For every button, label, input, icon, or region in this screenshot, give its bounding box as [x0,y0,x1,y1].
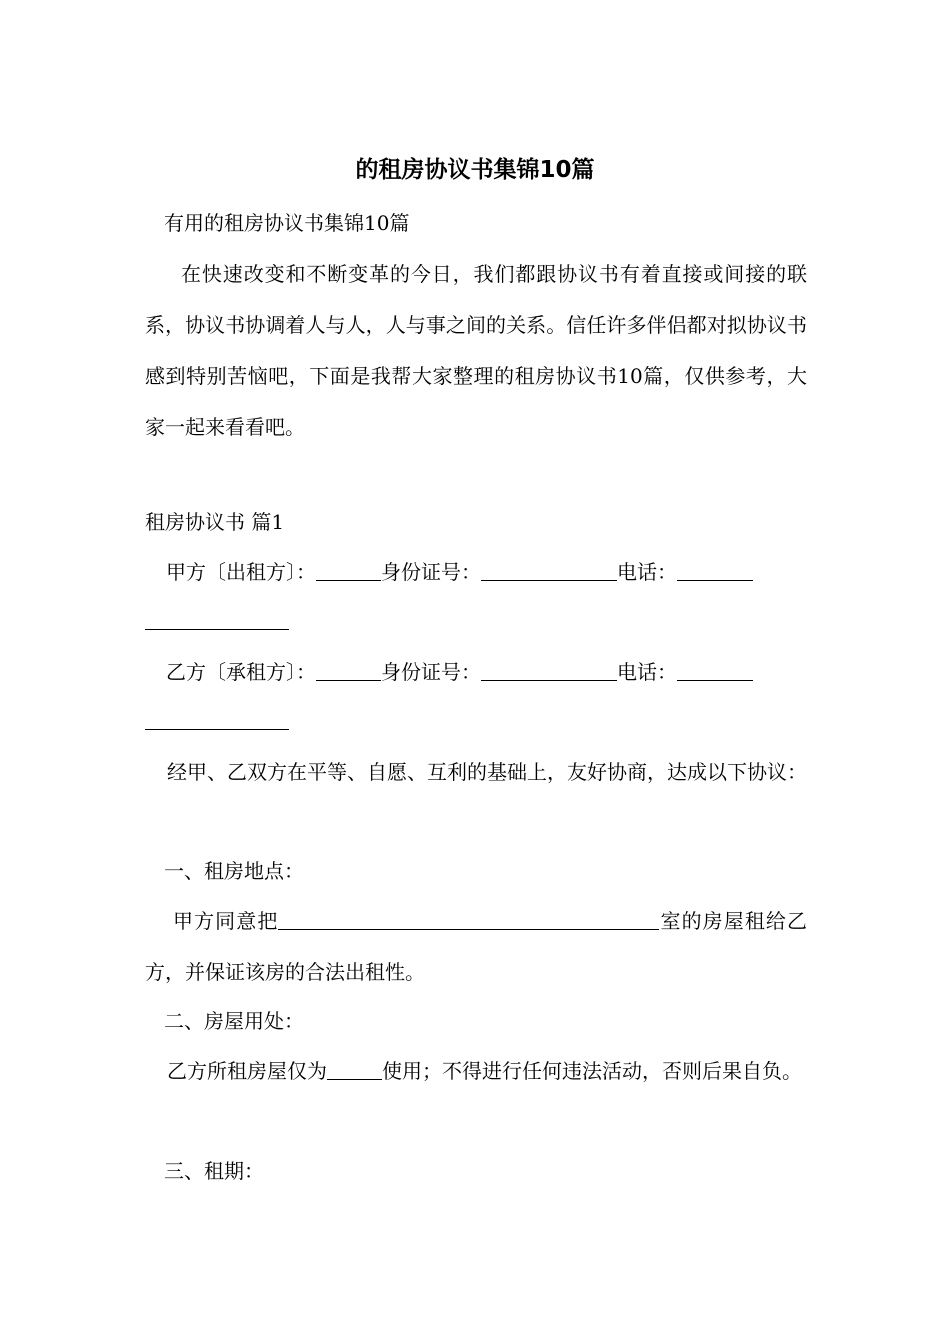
party-b-label: 乙方〔承租方〕： [166,660,316,684]
party-b-id-label: 身份证号： [381,660,481,684]
document-title: 的租房协议书集锦10篇 [355,157,595,183]
clause-2-text [145,1046,807,1097]
clause-2-text-before: 乙方所租房屋仅为 [167,1059,327,1083]
party-a-label: 甲方〔出租方〕： [166,560,316,584]
clause-2-heading: 二、房屋用处： [164,1009,304,1033]
party-a-phone-blank [677,560,753,581]
intro-paragraph: 在快速改变和不断变革的今日，我们都跟协议书有着直接或间接的联系，协议书协调着人与人，人与事之间的关系。信任许多伴侣都对拟协议书感到特别苦恼吧，下面是我帮大家整理的租房协议书10篇，仅供参考，大家一起来看看吧。 [145,262,807,439]
clause-1-heading: 一、租房地点： [164,859,304,883]
clause-1-text-after: 室的房屋租给乙方，并保证该房的合法出租性。 [145,909,808,984]
party-a-name-blank [316,560,381,581]
party-b-phone-blank-continued [145,729,289,730]
clause-1-room-blank [278,909,659,930]
party-b-line [166,647,807,698]
clause-1-text-before: 甲方同意把 [173,909,279,933]
party-a-line [166,547,807,598]
party-a-phone-label: 电话： [617,560,677,584]
section-heading: 租房协议书 篇1 [145,510,285,534]
party-b-phone-blank [677,660,753,681]
clause-2-text-after: 使用；不得进行任何违法活动，否则后果自负。 [382,1059,802,1083]
clause-1-text [145,896,807,998]
clause-2-use-blank [327,1059,382,1080]
clause-3-heading: 三、租期： [164,1159,264,1183]
party-a-id-blank [481,560,617,581]
party-a-id-label: 身份证号： [381,560,481,584]
document-subtitle: 有用的租房协议书集锦10篇 [164,211,410,235]
party-b-phone-label: 电话： [617,660,677,684]
party-a-phone-blank-continued [145,629,289,630]
agreement-intro: 经甲、乙双方在平等、自愿、互利的基础上，友好协商，达成以下协议： [167,760,807,784]
party-b-name-blank [316,660,381,681]
party-b-id-blank [481,660,617,681]
